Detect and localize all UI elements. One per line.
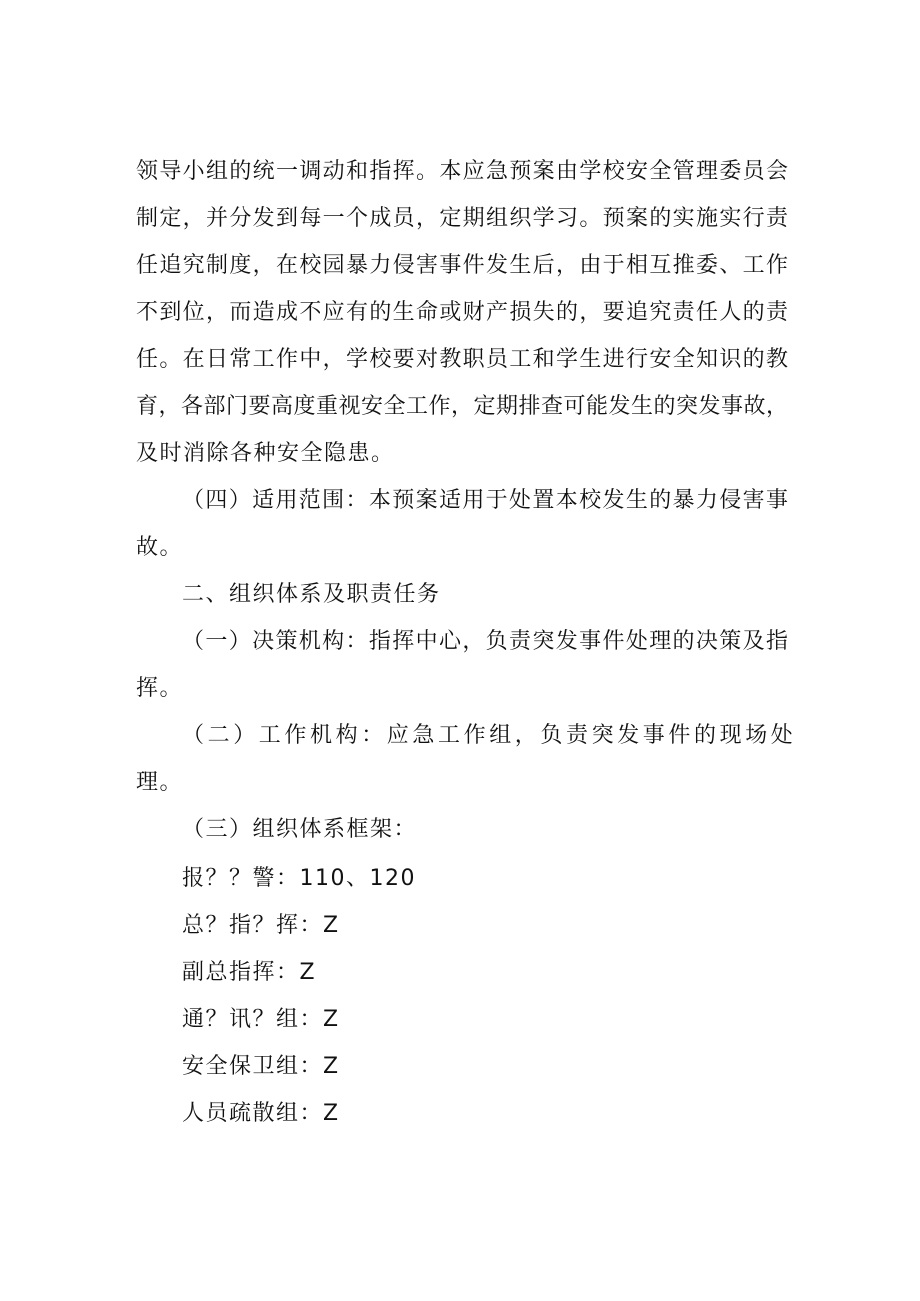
roster-item: 安全保卫组：Z: [182, 1054, 340, 1079]
paragraph-line: （二）工作机构：应急工作组，负责突发事件的现场处: [182, 723, 797, 748]
paragraph-line: 任。在日常工作中，学校要对教职员工和学生进行安全知识的教: [136, 347, 788, 372]
paragraph-line: 领导小组的统一调动和指挥。本应急预案由学校安全管理委员会: [136, 159, 788, 184]
paragraph-line: （三）组织体系框架：: [182, 817, 418, 842]
roster-item: 通？讯？组：Z: [182, 1007, 340, 1032]
paragraph-line: （一）决策机构：指挥中心，负责突发事件处理的决策及指: [182, 629, 788, 654]
paragraph-line: 不到位，而造成不应有的生命或财产损失的，要追究责任人的责: [136, 300, 788, 325]
paragraph-line: 理。: [136, 770, 184, 795]
roster-item: 总？指？挥：Z: [182, 913, 340, 938]
paragraph-line: 任追究制度，在校园暴力侵害事件发生后，由于相互推委、工作: [136, 253, 788, 278]
roster-item: 人员疏散组：Z: [182, 1101, 340, 1126]
paragraph-line: 故。: [136, 535, 184, 560]
roster-item: 报？？警：110、120: [182, 866, 416, 891]
paragraph-line: 育，各部门要高度重视安全工作，定期排查可能发生的突发事故，: [136, 394, 788, 419]
section-heading: 二、组织体系及职责任务: [182, 582, 441, 607]
paragraph-line: 及时消除各种安全隐患。: [136, 441, 395, 466]
paragraph-line: 挥。: [136, 676, 184, 701]
paragraph-line: 制定，并分发到每一个成员，定期组织学习。预案的实施实行责: [136, 206, 788, 231]
paragraph-line: （四）适用范围：本预案适用于处置本校发生的暴力侵害事: [182, 488, 788, 513]
roster-item: 副总指挥：Z: [182, 960, 317, 985]
